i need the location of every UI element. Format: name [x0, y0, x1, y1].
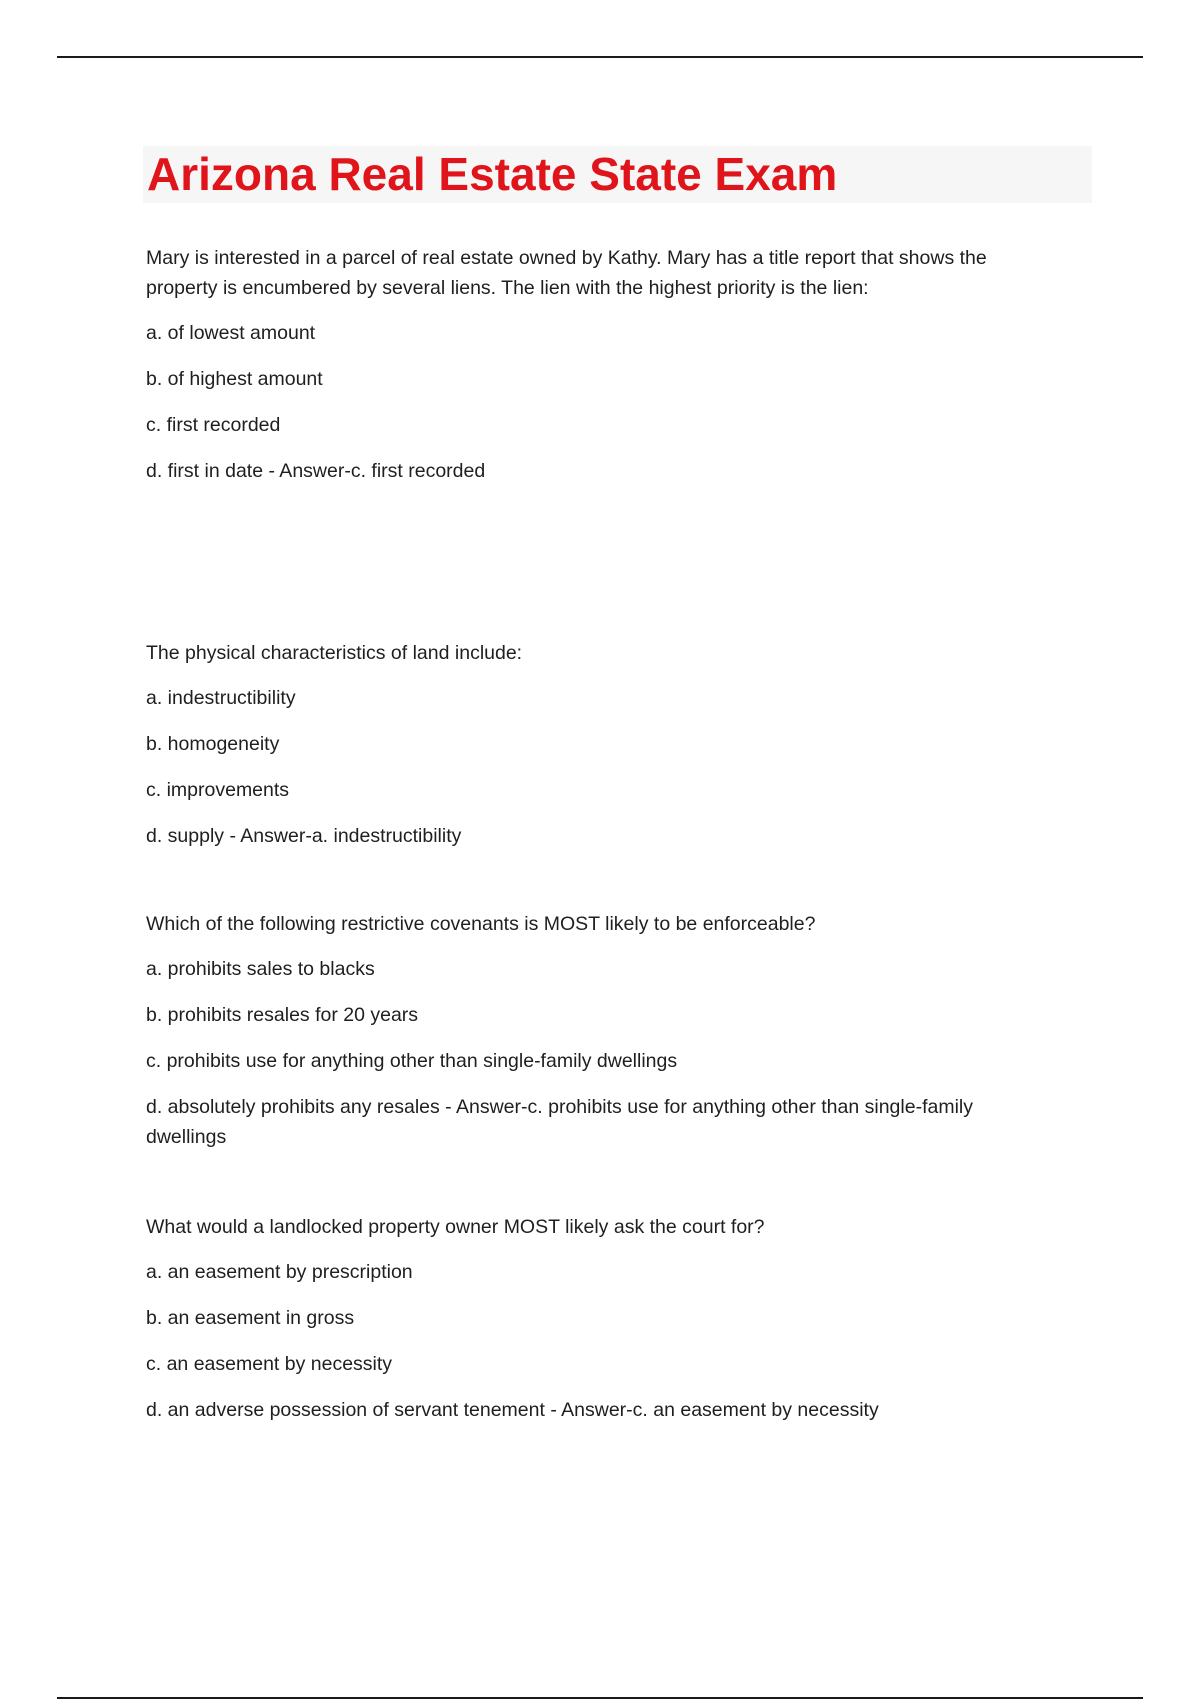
answer-option-c: c. an easement by necessity	[146, 1353, 393, 1375]
answer-option-b: b. prohibits resales for 20 years	[146, 1004, 419, 1026]
answer-option-b: b. of highest amount	[146, 368, 323, 390]
answer-option-d: d. absolutely prohibits any resales - Answer-c. prohibits use for anything other than single-family dwellings	[146, 1096, 973, 1148]
answer-option-a: a. an easement by prescription	[146, 1261, 413, 1283]
top-rule	[57, 56, 1143, 58]
answer-option-d: d. first in date - Answer-c. first recorded	[146, 460, 486, 482]
question-stem: Mary is interested in a parcel of real estate owned by Kathy. Mary has a title report that shows the property is encumbered by several liens. The lien with the highest priority is the lien:	[146, 247, 987, 299]
question-stem: The physical characteristics of land include:	[146, 642, 523, 664]
answer-option-a: a. of lowest amount	[146, 322, 316, 344]
answer-option-b: b. homogeneity	[146, 733, 280, 755]
question-stem: What would a landlocked property owner MOST likely ask the court for?	[146, 1216, 765, 1238]
question-1	[146, 243, 1046, 486]
answer-option-b: b. an easement in gross	[146, 1307, 355, 1329]
question-2	[146, 638, 1046, 851]
answer-option-c: c. prohibits use for anything other than single-family dwellings	[146, 1050, 678, 1072]
question-4	[146, 1212, 1046, 1425]
answer-option-c: c. improvements	[146, 779, 290, 801]
answer-option-a: a. prohibits sales to blacks	[146, 958, 375, 980]
answer-option-d: d. supply - Answer-a. indestructibility	[146, 825, 462, 847]
answer-option-a: a. indestructibility	[146, 687, 296, 709]
answer-option-d: d. an adverse possession of servant tenement - Answer-c. an easement by necessity	[146, 1399, 879, 1421]
answer-option-c: c. first recorded	[146, 414, 281, 436]
bottom-rule	[57, 1697, 1143, 1699]
question-3	[146, 909, 1046, 1152]
question-stem: Which of the following restrictive covenants is MOST likely to be enforceable?	[146, 913, 816, 935]
document-title: Arizona Real Estate State Exam	[147, 148, 838, 200]
